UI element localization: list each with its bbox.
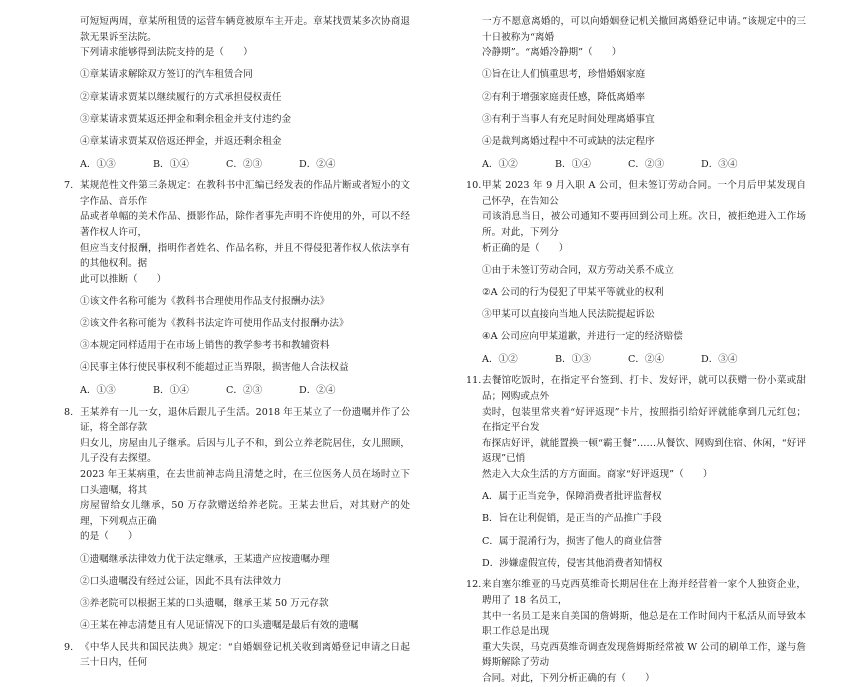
question-8 (64, 405, 410, 634)
choice-a: A．①② (482, 353, 518, 365)
stem-line: 下列请求能够得到法院支持的是（ ） (80, 47, 253, 59)
answer-choices (482, 157, 806, 173)
question-9-tail (466, 14, 806, 172)
option-4: ④民事主体行使民事权利不能超过正当界限，损害他人合法权益 (80, 362, 349, 374)
answer-choices (482, 352, 806, 368)
stem-line: 的是（ ） (80, 531, 138, 543)
stem-line: 归女儿，房屋由儿子继承。后因与儿子不和，到公立养老院居住，女儿照顾，儿子没有去探望。 (80, 437, 410, 465)
stem-line: 合同。对此，下列分析正确的有（ ） (482, 672, 655, 684)
choice-d: D．②④ (299, 385, 336, 397)
stem-line: 《中华人民共和国民法典》规定：“自婚姻登记机关收到离婚登记申请之日起三十日内，任何 (80, 641, 410, 669)
stem-line: 析正确的是（ ） (482, 242, 569, 254)
option-3: ③本规定同样适用于在市场上销售的教学参考书和教辅资料 (80, 340, 330, 352)
question-9 (64, 640, 410, 671)
choice-b: B．①④ (153, 385, 189, 397)
option-a: A．属于正当竞争，保障消费者批评监督权 (482, 491, 662, 503)
question-11 (466, 373, 806, 571)
option-2: ②该文件名称可能为《教科书法定许可使用作品支付报酬办法》 (80, 318, 349, 330)
question-number: 9. (64, 641, 74, 653)
stem-line: 房屋留给女儿继承，50 万存款赠送给养老院。王某去世后，对其财产的处理，下列观点正确 (80, 500, 410, 527)
option-4: ④是裁判离婚过程中不可或缺的法定程序 (482, 135, 655, 147)
choice-c: C．②③ (226, 158, 263, 170)
stem-line: 去餐馆吃饭时，在指定平台签到、打卡、发好评，就可以获赠一份小菜或甜品；网购或点外 (482, 375, 806, 403)
question-number: 10. (466, 180, 482, 192)
choice-a: A．①③ (80, 385, 116, 397)
question-number: 12. (466, 579, 482, 591)
question-7 (64, 178, 410, 399)
stem-line: 冷静期”。“离婚冷静期”（ ） (482, 47, 622, 59)
answer-choices (80, 157, 410, 173)
option-2: ②A 公司的行为侵犯了甲某平等就业的权利 (482, 286, 664, 298)
option-2: ②口头遗嘱没有经过公证，因此不具有法律效力 (80, 575, 282, 587)
stem-line: 其中一名员工是来自美国的詹姆斯，他总是在工作时间内干私活从而导致本职工作总是出现 (482, 610, 806, 638)
option-1: ①该文件名称可能为《教科书合理使用作品支付报酬办法》 (80, 295, 330, 307)
question-10 (466, 178, 806, 367)
right-column (466, 14, 806, 687)
choice-a: A．①② (482, 158, 518, 170)
choice-d: D．②④ (299, 158, 336, 170)
stem-line: 布探店好评，就能置换一顿“霸王餐”……从餐饮、网购到住宿、休闲，“好评返现”已悄 (482, 437, 806, 465)
question-12 (466, 577, 806, 686)
choice-a: A．①③ (80, 158, 116, 170)
option-4: ④章某请求贾某双倍返还押金，并返还剩余租金 (80, 135, 282, 147)
stem-line: 一方不愿意离婚的，可以向婚姻登记机关撤回离婚登记申请。”该规定中的三十日被称为“离婚 (482, 16, 806, 43)
stem-line: 2023 年王某病重，在去世前神志尚且清楚之时，在三位医务人员在场时立下口头遗嘱，将其 (80, 469, 410, 496)
stem-line: 但应当支付报酬，指明作者姓名、作品名称，并且不得侵犯著作权人依法享有的其他权利。据 (80, 242, 410, 270)
option-3: ③甲某可以直接向当地人民法院提起诉讼 (482, 309, 655, 321)
question-number: 8. (64, 406, 74, 418)
option-1: ①章某请求解除双方签订的汽车租赁合同 (80, 69, 253, 81)
option-3: ③章某请求贾某返还押金和剩余租金并支付违约金 (80, 113, 292, 125)
choice-c: C．②③ (628, 158, 665, 170)
choice-b: B．①④ (555, 158, 591, 170)
option-1: ①由于未签订劳动合同，双方劳动关系不成立 (482, 264, 674, 276)
question-6-options (64, 67, 410, 172)
stem-line: 甲某 2023 年 9 月入职 A 公司，但未签订劳动合同。一个月后甲某发现自己怀孕，在告知公 (482, 180, 806, 207)
stem-line: 此可以推断（ ） (80, 273, 167, 285)
stem-line: 司该消息当日，被公司通知不要再回到公司上班。次日，被拒绝进入工作场所。对此，下列分 (482, 211, 806, 238)
stem-line: 卖时，包装里常夹着“好评返现”卡片，按照指引给好评就能拿到几元红包；在指定平台发 (482, 406, 806, 434)
option-c: C．属于混淆行为，损害了他人的商业信誉 (482, 535, 663, 547)
choice-c: C．②③ (226, 385, 263, 397)
stem-line: 重大失误，马克西莫维奇调查发现詹姆斯经常被 W 公司的刷单工作，遂与詹姆斯解除了劳动 (482, 641, 806, 669)
answer-choices (80, 383, 410, 399)
option-1: ①遗嘱继承法律效力优于法定继承，王某遗产应按遗嘱办理 (80, 553, 330, 565)
choice-d: D．③④ (701, 158, 738, 170)
stem-line: 某规范性文件第三条规定：在教科书中汇编已经发表的作品片断或者短小的文字作品、音乐作 (80, 180, 410, 207)
stem-line: 品或者单幅的美术作品、摄影作品，除作者事先声明不许使用的外，可以不经著作权人许可， (80, 211, 410, 238)
stem-line: 然走入大众生活的方方面面。商家“好评返现”（ ） (482, 469, 713, 480)
stem-line: 可短短两周，章某所租赁的运营车辆竟被原车主开走。章某找贾某多次协商退款无果诉至法院。 (80, 16, 410, 43)
option-4: ④王某在神志清楚且有人见证情况下的口头遗嘱是最后有效的遗嘱 (80, 620, 359, 632)
option-2: ②有利于增强家庭责任感，降低离婚率 (482, 91, 646, 103)
question-number: 11. (466, 375, 482, 387)
option-2: ②章某请求贾某以继续履行的方式承担侵权责任 (80, 91, 282, 103)
choice-d: D．③④ (701, 353, 738, 365)
choice-b: B．①④ (153, 158, 189, 170)
option-3: ③有利于当事人有充足时间处理离婚事宜 (482, 113, 655, 125)
stem-line: 王某养有一儿一女，退休后跟儿子生活。2018 年王某立了一份遗嘱并作了公证，将全部存款 (80, 406, 410, 434)
option-3: ③养老院可以根据王某的口头遗嘱，继承王某 50 万元存款 (80, 597, 329, 609)
stem-line: 来自塞尔维亚的马克西莫维奇长期居住在上海并经营着一家个人独资企业，聘用了 18 名员工， (482, 579, 806, 606)
choice-b: B．①③ (555, 353, 591, 365)
option-b: B．旨在让利促销，是正当的产品推广手段 (482, 513, 662, 525)
question-number: 7. (64, 180, 74, 192)
option-d: D．涉嫌虚假宣传，侵害其他消费者知情权 (482, 557, 663, 569)
choice-c: C．②④ (628, 353, 665, 365)
left-column (64, 14, 410, 671)
option-1: ①旨在让人们慎重思考，珍惜婚姻家庭 (482, 69, 646, 81)
question-6-tail (64, 14, 410, 61)
option-4: ④A 公司应向甲某道歉，并进行一定的经济赔偿 (482, 331, 683, 343)
